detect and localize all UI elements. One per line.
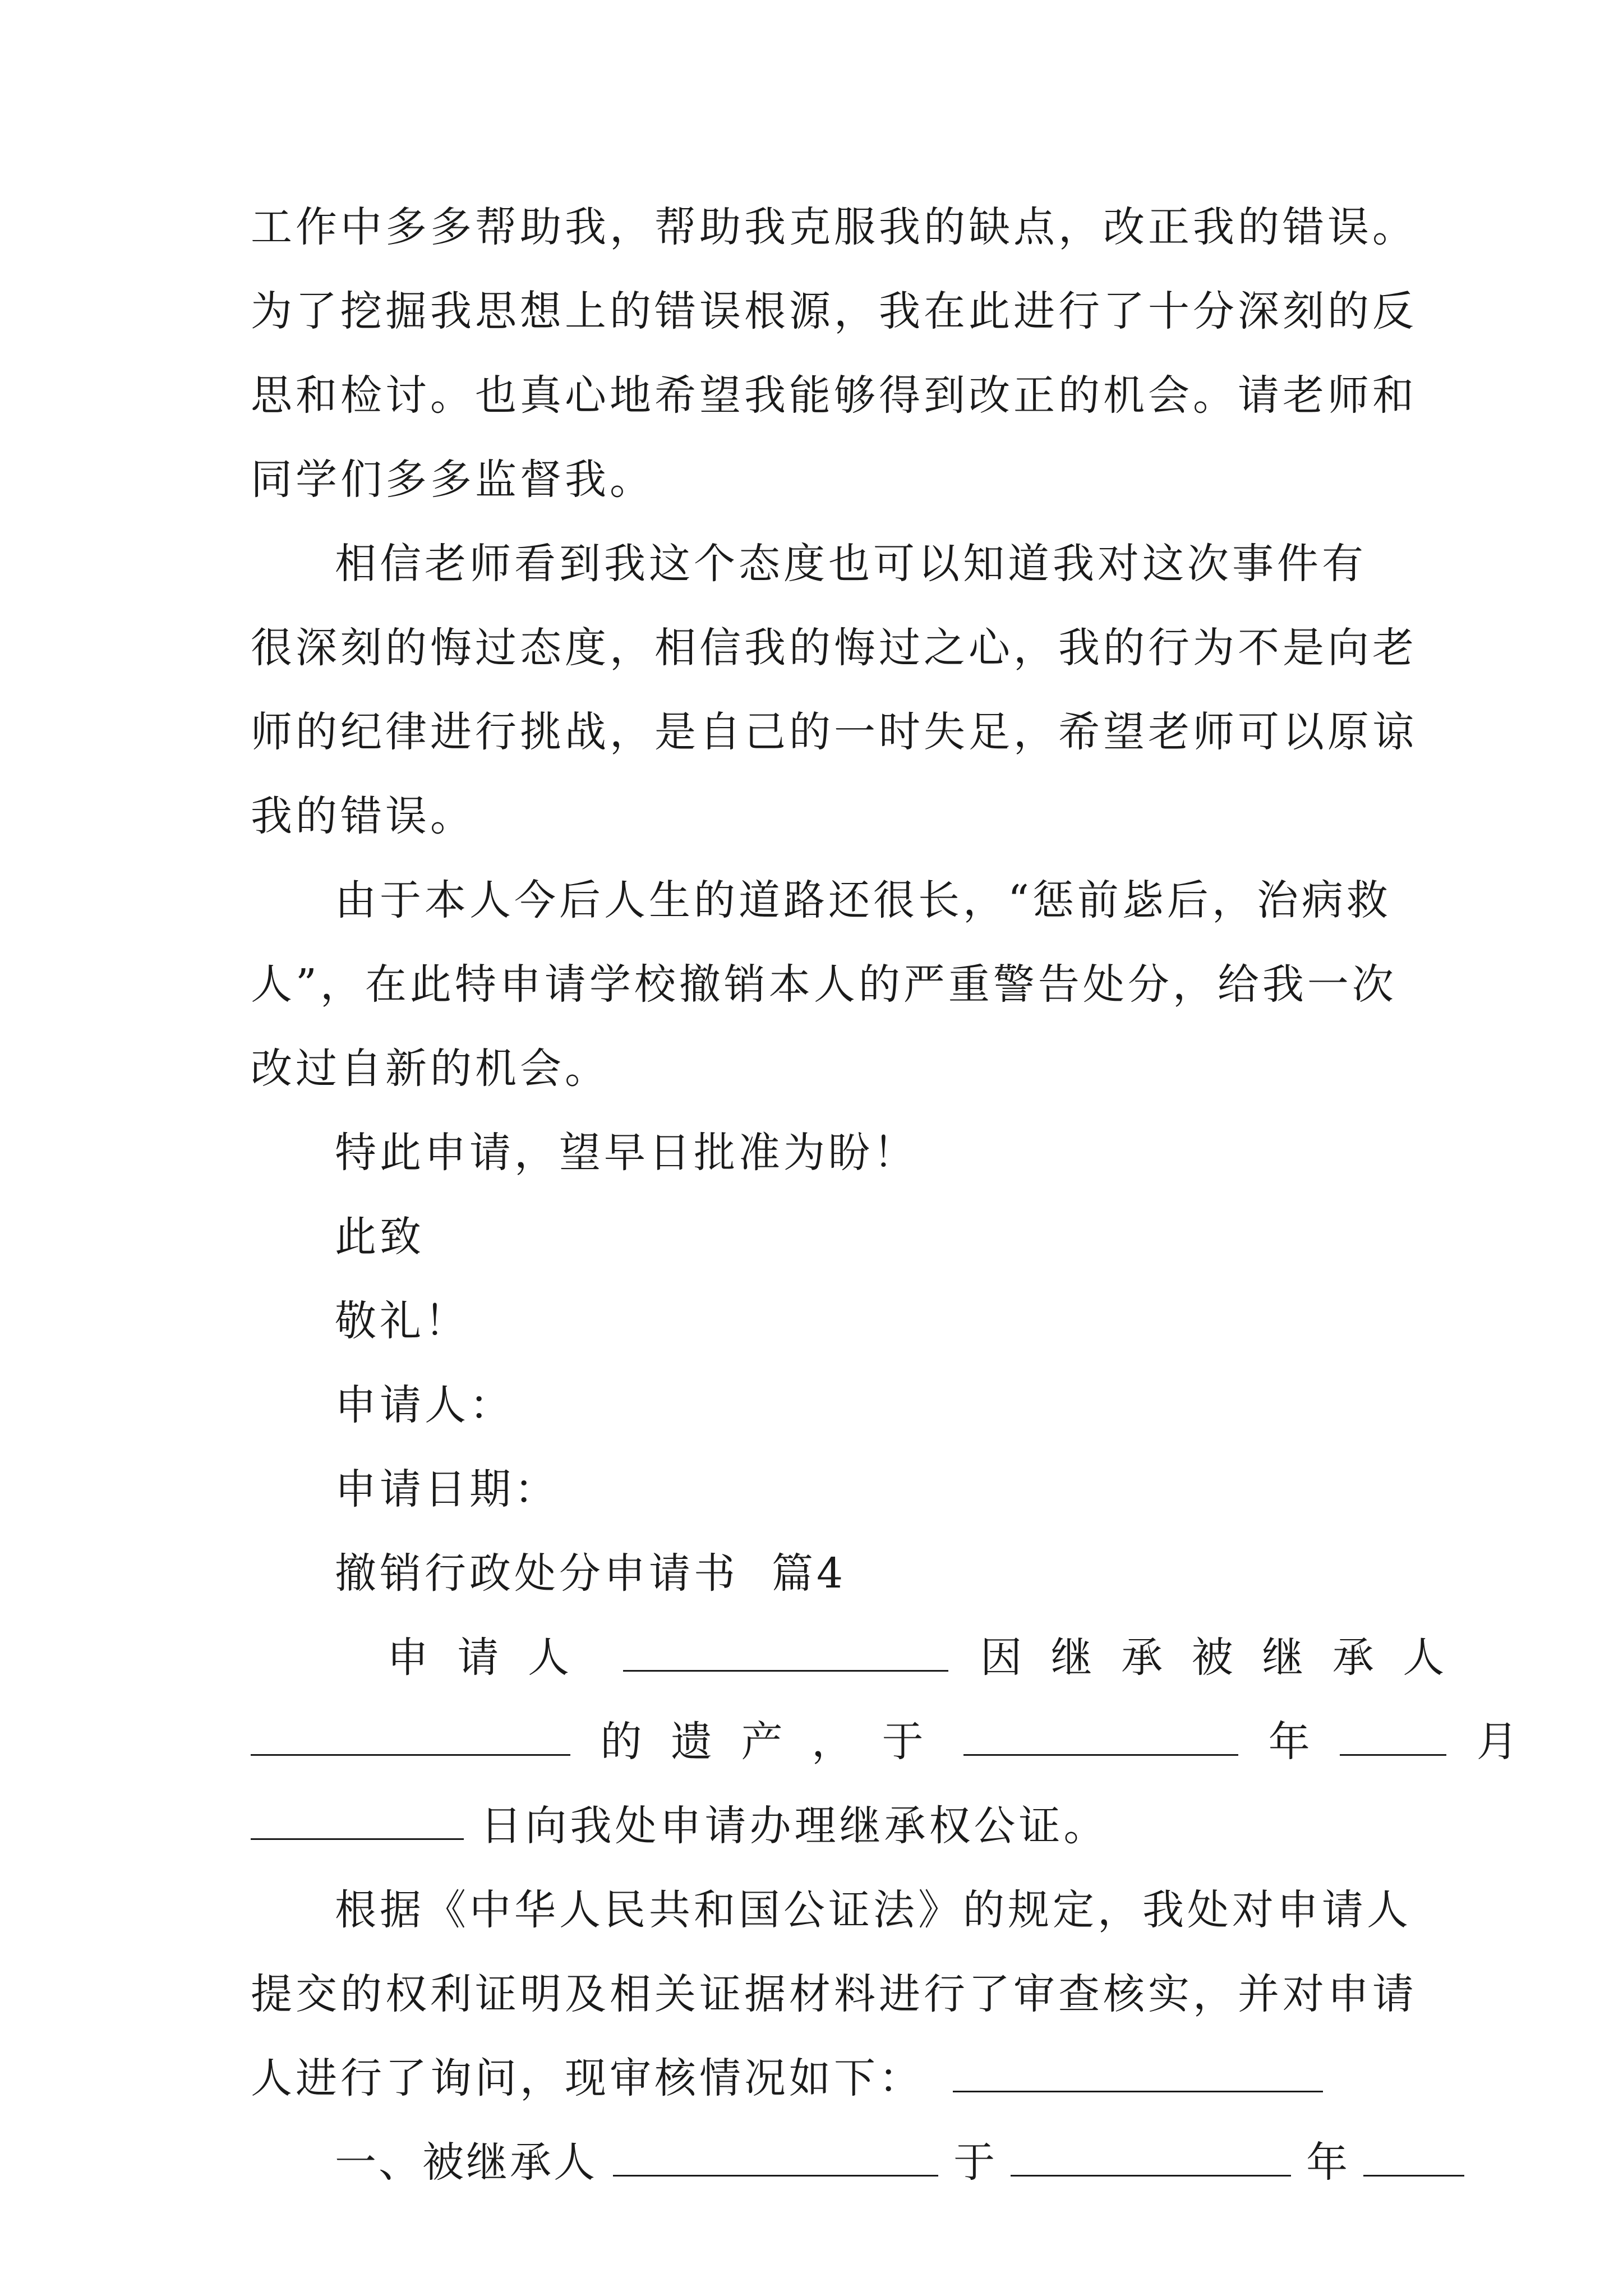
text-line: 提交的权利证明及相关证据材料进行了审查核实，并对申请 [251, 1970, 1417, 2018]
item1-prefix: 一、被继承人 [335, 2138, 597, 2187]
text-line: 相信老师看到我这个态度也可以知道我对这次事件有 [335, 540, 1367, 588]
text-line: 改过自新的机会。 [251, 1045, 610, 1093]
year-label: 年 [1268, 1718, 1310, 1766]
year-blank [963, 1719, 1238, 1756]
form-estate-line [251, 1714, 1518, 1770]
form-day-line [251, 1798, 1109, 1854]
text-line: 工作中多多帮助我，帮助我克服我的缺点，改正我的错误。 [251, 203, 1417, 251]
text-line: 为了挖掘我思想上的错误根源，我在此进行了十分深刻的反 [251, 287, 1417, 335]
item1-year-blank [1363, 2140, 1464, 2177]
text-line: 敬礼！ [335, 1297, 469, 1345]
text-line: 人”，在此特申请学校撤销本人的严重警告处分，给我一次 [251, 960, 1397, 1009]
form-item1-line [335, 2134, 1464, 2191]
day-text: 日向我处申请办理继承权公证。 [480, 1802, 1109, 1850]
inherit-text: 因 继 承 被 继 承 人 [980, 1634, 1453, 1682]
text-line: 思和检讨。也真心地希望我能够得到改正的机会。请老师和 [251, 371, 1417, 420]
text-line: 同学们多多监督我。 [251, 455, 654, 504]
applicant-prefix: 申 请 人 [387, 1634, 578, 1682]
month-label: 月 [1476, 1718, 1518, 1766]
decedent-blank [251, 1719, 570, 1756]
text-line: 根据《中华人民共和国公证法》的规定，我处对申请人 [335, 1886, 1412, 1934]
month-blank [1340, 1719, 1446, 1756]
form-review-line [251, 2050, 1323, 2106]
item1-decedent-blank [613, 2140, 938, 2177]
review-text: 人进行了询问，现审核情况如下： [251, 2054, 924, 2102]
day-blank [251, 1803, 464, 1840]
text-line: 申请人： [335, 1381, 514, 1429]
form-applicant-line [387, 1630, 1452, 1686]
text-line: 由于本人今后人生的道路还很长，“惩前毖后，治病救 [335, 876, 1391, 924]
item1-yu: 于 [953, 2138, 995, 2187]
text-line: 此致 [335, 1213, 425, 1261]
review-blank [953, 2056, 1323, 2092]
estate-text: 的 遗 产 ， 于 [600, 1718, 932, 1766]
text-line: 师的纪律进行挑战，是自己的一时失足，希望老师可以原谅 [251, 708, 1417, 756]
text-line: 很深刻的悔过态度，相信我的悔过之心，我的行为不是向老 [251, 624, 1417, 672]
item1-year: 年 [1306, 2138, 1348, 2187]
applicant-blank [623, 1635, 948, 1672]
item1-date-blank [1011, 2140, 1291, 2177]
section-heading: 撤销行政处分申请书 篇4 [335, 1549, 847, 1598]
text-line: 申请日期： [335, 1465, 559, 1513]
text-line: 特此申请，望早日批准为盼！ [335, 1129, 918, 1177]
text-line: 我的错误。 [251, 792, 475, 840]
